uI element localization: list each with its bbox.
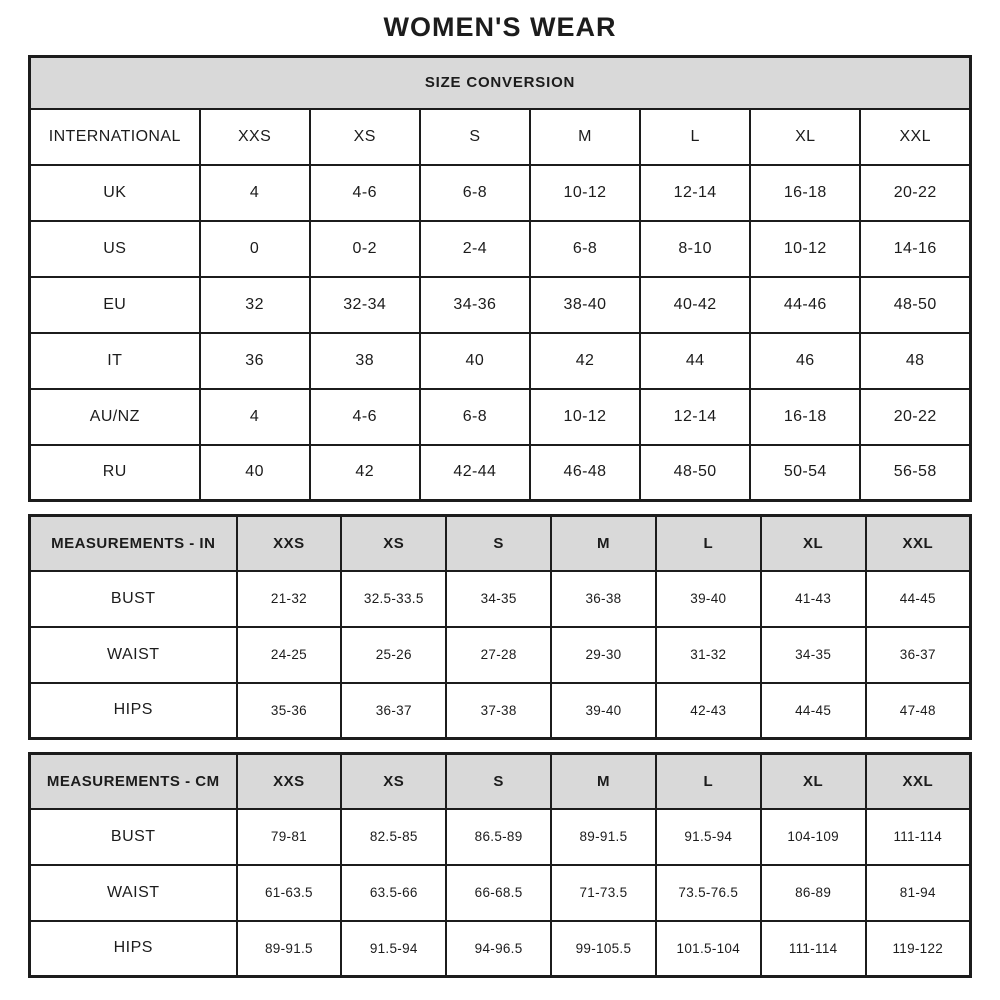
size-conversion-title: SIZE CONVERSION (30, 57, 971, 109)
table-cell: 42 (530, 333, 640, 389)
table-cell: 40-42 (640, 277, 750, 333)
table-cell: 46 (750, 333, 860, 389)
column-header-cell: XL (750, 109, 860, 165)
table-cell: 16-18 (750, 389, 860, 445)
table-cell: 101.5-104 (656, 921, 761, 977)
table-cell: 82.5-85 (341, 809, 446, 865)
size-conversion-header-row (30, 57, 971, 109)
table-row (30, 389, 971, 445)
table-cell: 47-48 (866, 683, 971, 739)
table-cell: 119-122 (866, 921, 971, 977)
row-label-cell: IT (30, 333, 200, 389)
table-cell: 40 (200, 445, 310, 501)
table-cell: 34-36 (420, 277, 530, 333)
table-cell: 94-96.5 (446, 921, 551, 977)
table-cell: 111-114 (761, 921, 866, 977)
measurements-in-header-row (30, 516, 971, 571)
size-conversion-table (28, 55, 972, 502)
table-cell: 48 (860, 333, 970, 389)
column-header-cell: XL (761, 754, 866, 809)
table-cell: 36 (200, 333, 310, 389)
table-cell: 42-43 (656, 683, 761, 739)
row-label-cell: RU (30, 445, 200, 501)
table-cell: 16-18 (750, 165, 860, 221)
table-row (30, 809, 971, 865)
table-cell: 86.5-89 (446, 809, 551, 865)
column-header-cell: M (551, 754, 656, 809)
table-cell: 36-37 (866, 627, 971, 683)
column-header-cell: XXS (237, 754, 342, 809)
row-label-cell: INTERNATIONAL (30, 109, 200, 165)
column-header-cell: M (530, 109, 640, 165)
table-cell: 6-8 (420, 389, 530, 445)
measurements-title: MEASUREMENTS - CM (30, 754, 237, 809)
table-row (30, 627, 971, 683)
column-header-cell: XL (761, 516, 866, 571)
measurements-title: MEASUREMENTS - IN (30, 516, 237, 571)
table-cell: 0 (200, 221, 310, 277)
table-cell: 89-91.5 (551, 809, 656, 865)
table-cell: 0-2 (310, 221, 420, 277)
column-header-cell: XS (310, 109, 420, 165)
table-cell: 91.5-94 (341, 921, 446, 977)
table-cell: 31-32 (656, 627, 761, 683)
table-cell: 25-26 (341, 627, 446, 683)
table-cell: 61-63.5 (237, 865, 342, 921)
row-label-cell: WAIST (30, 627, 237, 683)
table-cell: 50-54 (750, 445, 860, 501)
table-cell: 37-38 (446, 683, 551, 739)
table-cell: 20-22 (860, 389, 970, 445)
table-cell: 48-50 (640, 445, 750, 501)
table-row (30, 165, 971, 221)
table-cell: 104-109 (761, 809, 866, 865)
measurements-cm-table (28, 752, 972, 978)
column-header-cell: L (640, 109, 750, 165)
table-cell: 27-28 (446, 627, 551, 683)
table-cell: 56-58 (860, 445, 970, 501)
table-cell: 29-30 (551, 627, 656, 683)
table-cell: 10-12 (750, 221, 860, 277)
row-label-cell: AU/NZ (30, 389, 200, 445)
table-cell: 44 (640, 333, 750, 389)
table-cell: 24-25 (237, 627, 342, 683)
measurements-in-table (28, 514, 972, 740)
table-cell: 10-12 (530, 389, 640, 445)
table-cell: 34-35 (761, 627, 866, 683)
table-cell: 21-32 (237, 571, 342, 627)
table-cell: 4 (200, 165, 310, 221)
table-cell: 89-91.5 (237, 921, 342, 977)
column-header-cell: XS (341, 516, 446, 571)
row-label-cell: BUST (30, 809, 237, 865)
table-cell: 44-45 (761, 683, 866, 739)
table-cell: 44-46 (750, 277, 860, 333)
table-cell: 99-105.5 (551, 921, 656, 977)
table-cell: 32.5-33.5 (341, 571, 446, 627)
table-cell: 79-81 (237, 809, 342, 865)
column-header-cell: XXL (866, 754, 971, 809)
table-cell: 86-89 (761, 865, 866, 921)
table-cell: 20-22 (860, 165, 970, 221)
column-header-cell: XXL (860, 109, 970, 165)
row-label-cell: HIPS (30, 921, 237, 977)
table-row (30, 277, 971, 333)
row-label-cell: UK (30, 165, 200, 221)
table-cell: 48-50 (860, 277, 970, 333)
table-cell: 42-44 (420, 445, 530, 501)
table-cell: 81-94 (866, 865, 971, 921)
table-cell: 14-16 (860, 221, 970, 277)
table-row (30, 221, 971, 277)
table-cell: 41-43 (761, 571, 866, 627)
table-cell: 46-48 (530, 445, 640, 501)
row-label-cell: US (30, 221, 200, 277)
table-cell: 6-8 (530, 221, 640, 277)
measurements-cm-header-row (30, 754, 971, 809)
table-cell: 71-73.5 (551, 865, 656, 921)
table-cell: 91.5-94 (656, 809, 761, 865)
table-cell: 32 (200, 277, 310, 333)
table-cell: 12-14 (640, 389, 750, 445)
row-label-cell: EU (30, 277, 200, 333)
column-header-cell: XS (341, 754, 446, 809)
column-header-cell: L (656, 754, 761, 809)
table-cell: 42 (310, 445, 420, 501)
column-header-cell: S (446, 754, 551, 809)
column-header-cell: XXL (866, 516, 971, 571)
column-header-cell: L (656, 516, 761, 571)
table-cell: 10-12 (530, 165, 640, 221)
table-cell: 38 (310, 333, 420, 389)
column-header-cell: S (446, 516, 551, 571)
column-header-cell: XXS (200, 109, 310, 165)
row-label-cell: WAIST (30, 865, 237, 921)
table-cell: 12-14 (640, 165, 750, 221)
column-header-row (30, 109, 971, 165)
table-cell: 32-34 (310, 277, 420, 333)
table-cell: 38-40 (530, 277, 640, 333)
column-header-cell: XXS (237, 516, 342, 571)
table-cell: 111-114 (866, 809, 971, 865)
table-cell: 36-38 (551, 571, 656, 627)
table-cell: 39-40 (551, 683, 656, 739)
table-row (30, 921, 971, 977)
table-cell: 40 (420, 333, 530, 389)
table-cell: 6-8 (420, 165, 530, 221)
table-cell: 39-40 (656, 571, 761, 627)
table-cell: 36-37 (341, 683, 446, 739)
page-title: WOMEN'S WEAR (383, 12, 617, 42)
table-cell: 34-35 (446, 571, 551, 627)
table-cell: 8-10 (640, 221, 750, 277)
table-cell: 73.5-76.5 (656, 865, 761, 921)
row-label-cell: BUST (30, 571, 237, 627)
table-row (30, 445, 971, 501)
table-cell: 63.5-66 (341, 865, 446, 921)
table-row (30, 683, 971, 739)
table-cell: 4-6 (310, 389, 420, 445)
table-row (30, 333, 971, 389)
table-cell: 35-36 (237, 683, 342, 739)
table-cell: 66-68.5 (446, 865, 551, 921)
table-row (30, 571, 971, 627)
row-label-cell: HIPS (30, 683, 237, 739)
column-header-cell: S (420, 109, 530, 165)
column-header-cell: M (551, 516, 656, 571)
table-cell: 2-4 (420, 221, 530, 277)
table-row (30, 865, 971, 921)
table-cell: 44-45 (866, 571, 971, 627)
table-cell: 4 (200, 389, 310, 445)
table-cell: 4-6 (310, 165, 420, 221)
